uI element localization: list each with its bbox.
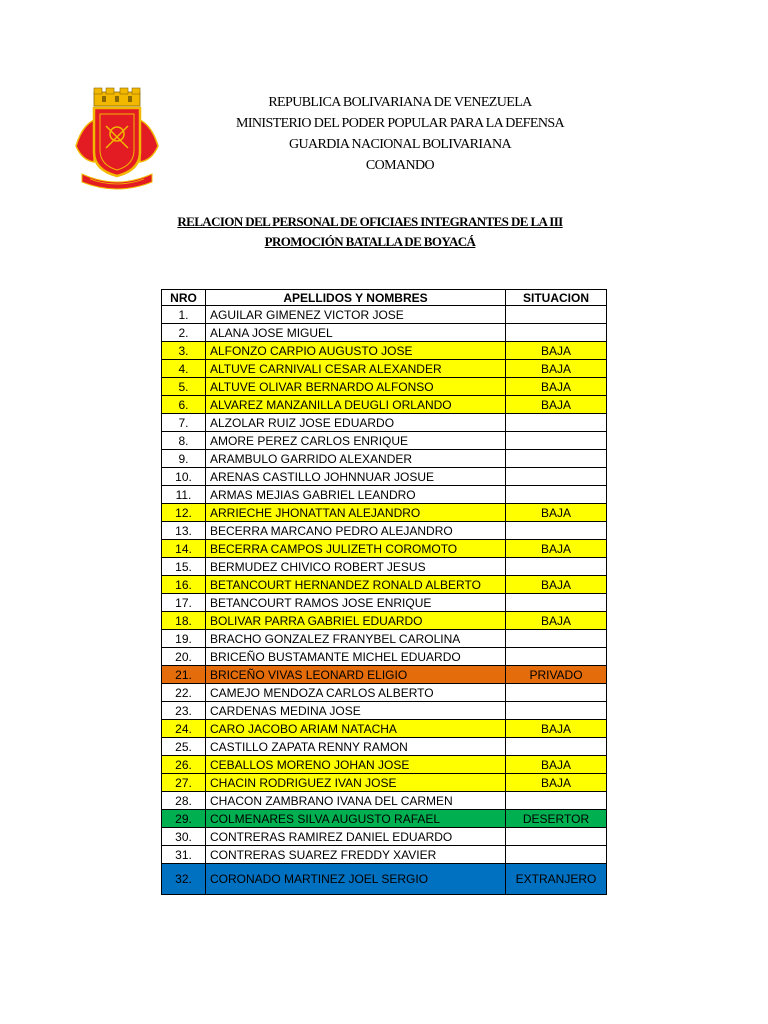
- row-full-name: BRICEÑO BUSTAMANTE MICHEL EDUARDO: [206, 648, 506, 666]
- row-number: 31.: [162, 846, 206, 864]
- table-row: [162, 486, 607, 504]
- header-situation: SITUACION: [506, 290, 607, 306]
- row-full-name: ARAMBULO GARRIDO ALEXANDER: [206, 450, 506, 468]
- table-row: [162, 666, 607, 684]
- row-number: 32.: [162, 864, 206, 895]
- row-number: 3.: [162, 342, 206, 360]
- title-line-2: PROMOCIÓN BATALLA DE BOYACÁ: [264, 234, 476, 249]
- row-number: 21.: [162, 666, 206, 684]
- table-row: [162, 522, 607, 540]
- row-situation: PRIVADO: [506, 666, 607, 684]
- document-header: [200, 92, 600, 176]
- table-row: [162, 756, 607, 774]
- row-number: 6.: [162, 396, 206, 414]
- row-situation: [506, 486, 607, 504]
- row-full-name: AGUILAR GIMENEZ VICTOR JOSE: [206, 306, 506, 324]
- row-situation: DESERTOR: [506, 810, 607, 828]
- table-row: [162, 810, 607, 828]
- personnel-table: [161, 289, 607, 895]
- header-nro: NRO: [162, 290, 206, 306]
- row-situation: [506, 414, 607, 432]
- row-full-name: ALFONZO CARPIO AUGUSTO JOSE: [206, 342, 506, 360]
- row-full-name: BERMUDEZ CHIVICO ROBERT JESUS: [206, 558, 506, 576]
- row-full-name: CASTILLO ZAPATA RENNY RAMON: [206, 738, 506, 756]
- table-row: [162, 432, 607, 450]
- row-situation: [506, 324, 607, 342]
- row-full-name: ARENAS CASTILLO JOHNNUAR JOSUE: [206, 468, 506, 486]
- table-row: [162, 774, 607, 792]
- row-number: 26.: [162, 756, 206, 774]
- table-row: [162, 792, 607, 810]
- row-number: 29.: [162, 810, 206, 828]
- row-situation: EXTRANJERO: [506, 864, 607, 895]
- row-number: 24.: [162, 720, 206, 738]
- table-row: [162, 468, 607, 486]
- row-situation: BAJA: [506, 720, 607, 738]
- row-number: 18.: [162, 612, 206, 630]
- row-full-name: BOLIVAR PARRA GABRIEL EDUARDO: [206, 612, 506, 630]
- table-row: [162, 540, 607, 558]
- table-header-row: [162, 290, 607, 306]
- row-full-name: BRICEÑO VIVAS LEONARD ELIGIO: [206, 666, 506, 684]
- row-situation: BAJA: [506, 540, 607, 558]
- row-full-name: CEBALLOS MORENO JOHAN JOSE: [206, 756, 506, 774]
- row-situation: BAJA: [506, 756, 607, 774]
- table-row: [162, 360, 607, 378]
- row-full-name: ARRIECHE JHONATTAN ALEJANDRO: [206, 504, 506, 522]
- row-number: 27.: [162, 774, 206, 792]
- row-number: 14.: [162, 540, 206, 558]
- row-situation: BAJA: [506, 576, 607, 594]
- table-row: [162, 378, 607, 396]
- table-row: [162, 702, 607, 720]
- row-full-name: BECERRA CAMPOS JULIZETH COROMOTO: [206, 540, 506, 558]
- row-situation: [506, 594, 607, 612]
- row-situation: [506, 684, 607, 702]
- table-row: [162, 864, 607, 895]
- row-number: 16.: [162, 576, 206, 594]
- table-row: [162, 414, 607, 432]
- table-row: [162, 558, 607, 576]
- header-name: APELLIDOS Y NOMBRES: [206, 290, 506, 306]
- table-row: [162, 576, 607, 594]
- row-situation: [506, 522, 607, 540]
- row-situation: BAJA: [506, 504, 607, 522]
- row-situation: BAJA: [506, 396, 607, 414]
- row-situation: [506, 306, 607, 324]
- table-row: [162, 450, 607, 468]
- table-row: [162, 504, 607, 522]
- row-full-name: ALANA JOSE MIGUEL: [206, 324, 506, 342]
- header-ministry: MINISTERIO DEL PODER POPULAR PARA LA DEFENSA: [235, 116, 565, 131]
- row-number: 10.: [162, 468, 206, 486]
- table-row: [162, 720, 607, 738]
- row-number: 4.: [162, 360, 206, 378]
- table-row: [162, 594, 607, 612]
- table-row: [162, 324, 607, 342]
- row-situation: [506, 450, 607, 468]
- row-full-name: ARMAS MEJIAS GABRIEL LEANDRO: [206, 486, 506, 504]
- table-body: [162, 306, 607, 895]
- row-situation: BAJA: [506, 612, 607, 630]
- row-situation: BAJA: [506, 774, 607, 792]
- table-row: [162, 612, 607, 630]
- row-number: 12.: [162, 504, 206, 522]
- row-number: 15.: [162, 558, 206, 576]
- row-full-name: ALVAREZ MANZANILLA DEUGLI ORLANDO: [206, 396, 506, 414]
- row-full-name: CONTRERAS RAMIREZ DANIEL EDUARDO: [206, 828, 506, 846]
- row-number: 2.: [162, 324, 206, 342]
- row-number: 25.: [162, 738, 206, 756]
- row-number: 1.: [162, 306, 206, 324]
- row-situation: [506, 630, 607, 648]
- row-situation: [506, 432, 607, 450]
- row-full-name: CONTRERAS SUAREZ FREDDY XAVIER: [206, 846, 506, 864]
- row-number: 17.: [162, 594, 206, 612]
- row-number: 7.: [162, 414, 206, 432]
- row-number: 13.: [162, 522, 206, 540]
- row-full-name: CHACON ZAMBRANO IVANA DEL CARMEN: [206, 792, 506, 810]
- row-full-name: ALZOLAR RUIZ JOSE EDUARDO: [206, 414, 506, 432]
- table-row: [162, 648, 607, 666]
- table-row: [162, 396, 607, 414]
- title-line-1: RELACION DEL PERSONAL DE OFICIAES INTEGRANTES DE LA III: [177, 214, 563, 229]
- guardia-nacional-emblem-icon: [72, 86, 162, 192]
- row-full-name: CARO JACOBO ARIAM NATACHA: [206, 720, 506, 738]
- row-situation: [506, 702, 607, 720]
- row-number: 9.: [162, 450, 206, 468]
- row-full-name: BETANCOURT HERNANDEZ RONALD ALBERTO: [206, 576, 506, 594]
- row-situation: BAJA: [506, 360, 607, 378]
- table-row: [162, 342, 607, 360]
- row-situation: [506, 792, 607, 810]
- row-number: 30.: [162, 828, 206, 846]
- header-command: COMANDO: [365, 158, 435, 173]
- row-number: 22.: [162, 684, 206, 702]
- row-full-name: COLMENARES SILVA AUGUSTO RAFAEL: [206, 810, 506, 828]
- row-number: 11.: [162, 486, 206, 504]
- row-number: 28.: [162, 792, 206, 810]
- header-guard: GUARDIA NACIONAL BOLIVARIANA: [289, 137, 511, 152]
- row-situation: [506, 738, 607, 756]
- table-row: [162, 306, 607, 324]
- table-row: [162, 828, 607, 846]
- table-row: [162, 684, 607, 702]
- row-full-name: BECERRA MARCANO PEDRO ALEJANDRO: [206, 522, 506, 540]
- document-title: [150, 212, 590, 252]
- row-full-name: CHACIN RODRIGUEZ IVAN JOSE: [206, 774, 506, 792]
- table-row: [162, 630, 607, 648]
- row-situation: [506, 558, 607, 576]
- row-number: 5.: [162, 378, 206, 396]
- header-republic: REPUBLICA BOLIVARIANA DE VENEZUELA: [268, 95, 532, 110]
- row-full-name: BETANCOURT RAMOS JOSE ENRIQUE: [206, 594, 506, 612]
- row-number: 20.: [162, 648, 206, 666]
- row-full-name: CAMEJO MENDOZA CARLOS ALBERTO: [206, 684, 506, 702]
- row-situation: [506, 468, 607, 486]
- table-row: [162, 738, 607, 756]
- row-full-name: CARDENAS MEDINA JOSE: [206, 702, 506, 720]
- row-situation: BAJA: [506, 342, 607, 360]
- row-number: 23.: [162, 702, 206, 720]
- row-situation: [506, 828, 607, 846]
- row-full-name: CORONADO MARTINEZ JOEL SERGIO: [206, 864, 506, 895]
- row-situation: [506, 846, 607, 864]
- row-number: 8.: [162, 432, 206, 450]
- table-row: [162, 846, 607, 864]
- row-situation: [506, 648, 607, 666]
- row-situation: BAJA: [506, 378, 607, 396]
- row-full-name: BRACHO GONZALEZ FRANYBEL CAROLINA: [206, 630, 506, 648]
- row-full-name: ALTUVE OLIVAR BERNARDO ALFONSO: [206, 378, 506, 396]
- row-full-name: AMORE PEREZ CARLOS ENRIQUE: [206, 432, 506, 450]
- row-number: 19.: [162, 630, 206, 648]
- row-full-name: ALTUVE CARNIVALI CESAR ALEXANDER: [206, 360, 506, 378]
